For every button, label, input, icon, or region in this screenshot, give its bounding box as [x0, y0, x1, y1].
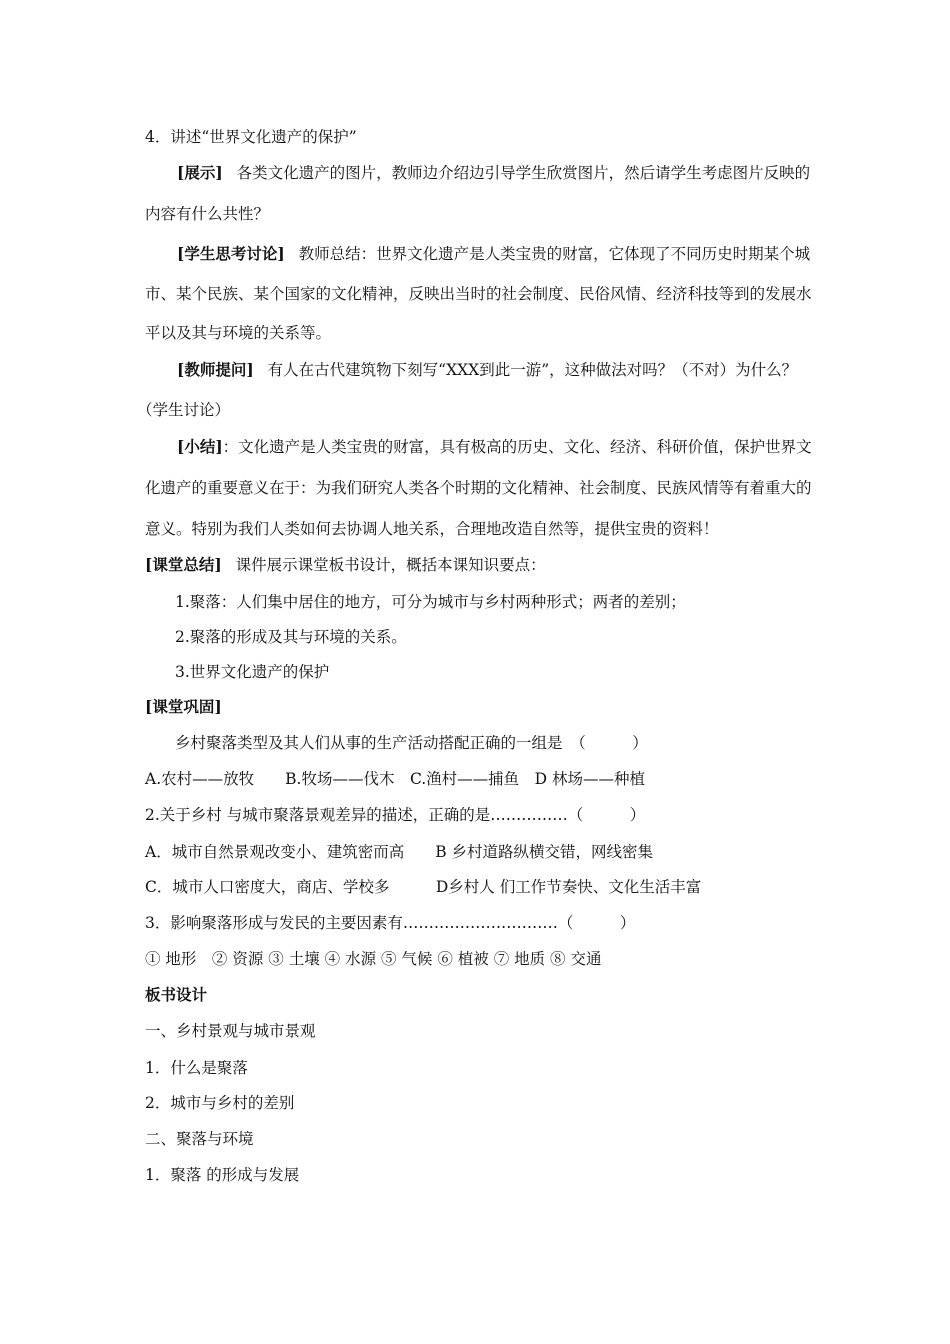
discuss-text-cont-1: 市、某个民族、某个国家的文化精神，反映出当时的社会制度、民俗风情、经济科技等到的发展水	[145, 285, 812, 303]
question-text-cont: （学生讨论）	[137, 401, 231, 419]
section-heading: 4．讲述“世界文化遗产的保护”	[145, 128, 357, 146]
board-item-5: 1．聚落 的形成与发展	[145, 1166, 300, 1184]
question-1: 乡村聚落类型及其人们从事的生产活动搭配正确的一组是 （ ）	[175, 734, 648, 752]
summary-text-cont-1: 化遗产的重要意义在于：为我们研究人类各个时期的文化精神、社会制度、民族风情等有着重大的	[145, 479, 812, 497]
question-3-options: ① 地形 ② 资源 ③ 土壤 ④ 水源 ⑤ 气候 ⑥ 植被 ⑦ 地质 ⑧ 交通	[145, 950, 602, 968]
question-1-options: A.农村——放牧 B.牧场——伐木 C.渔村——捕鱼 D 林场——种植	[145, 770, 646, 788]
class-summary-paragraph	[145, 555, 546, 575]
summary-paragraph	[177, 437, 812, 457]
summary-point-1: 1.聚落：人们集中居住的地方，可分为城市与乡村两种形式；两者的差别；	[175, 593, 686, 611]
summary-text: ：文化遗产是人类宝贵的财富，具有极高的历史、文化、经济、科研价值，保护世界文	[222, 438, 812, 456]
summary-point-2: 2.聚落的形成及其与环境的关系。	[175, 628, 407, 646]
class-summary-tag: [课堂总结]	[145, 555, 222, 574]
summary-tag: [小结]	[177, 437, 223, 456]
board-item-3: 2．城市与乡村的差别	[145, 1094, 295, 1112]
board-item-2: 1．什么是聚落	[145, 1059, 248, 1077]
consolidation-tag: [课堂巩固]	[145, 697, 222, 716]
board-design-title: 板书设计	[145, 986, 208, 1004]
discuss-paragraph	[177, 244, 810, 264]
board-item-4: 二、聚落与环境	[145, 1130, 254, 1148]
board-item-1: 一、乡村景观与城市景观	[145, 1022, 316, 1040]
class-summary-text: 课件展示课堂板书设计，概括本课知识要点：	[235, 556, 546, 574]
question-2-options-2: C．城市人口密度大，商店、学校多 D乡村人 们工作节奏快、文化生活丰富	[145, 878, 702, 896]
show-text: 各类文化遗产的图片，教师边介绍边引导学生欣赏图片，然后请学生考虑图片反映的	[236, 164, 811, 182]
question-2: 2.关于乡村 与城市聚落景观差异的描述，正确的是……………（ ）	[145, 806, 646, 824]
question-paragraph	[177, 360, 797, 380]
discuss-tag: [学生思考讨论]	[177, 244, 285, 263]
show-tag: [展示]	[177, 163, 223, 182]
discuss-text-cont-2: 平以及其与环境的关系等。	[145, 324, 332, 342]
discuss-text: 教师总结：世界文化遗产是人类宝贵的财富，它体现了不同历史时期某个城	[298, 245, 811, 263]
question-2-options-1: A．城市自然景观改变小、建筑密而高 B 乡村道路纵横交错，网线密集	[145, 843, 654, 861]
summary-point-3: 3.世界文化遗产的保护	[175, 663, 330, 681]
summary-text-cont-2: 意义。特别为我们人类如何去协调人地关系，合理地改造自然等，提供宝贵的资料！	[145, 520, 719, 538]
question-3: 3．影响聚落形成与发民的主要因素有…………………………（ ）	[145, 914, 636, 932]
show-paragraph	[177, 163, 810, 183]
question-text: 有人在古代建筑物下刻写“XXX到此一游”，这种做法对吗？（不对）为什么？	[267, 361, 798, 379]
question-tag: [教师提问]	[177, 360, 254, 379]
show-text-cont: 内容有什么共性？	[145, 205, 270, 223]
